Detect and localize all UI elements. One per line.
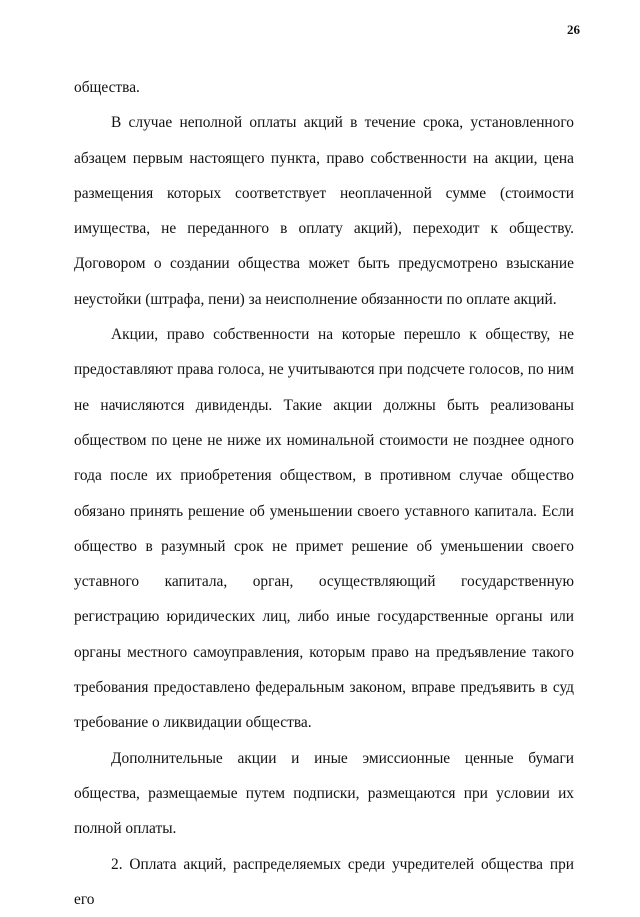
paragraph-incomplete-payment: В случае неполной оплаты акций в течение срока, установленного абзацем первым настоящего пункта, право собственности на акции, цена размещения которых соответствует неоплаченной сумме (стоимости имущества, не переданного в оплату акций), переходит к обществу. Договором о создании общества может быть предусмотрено взыскание неустойки (штрафа, пени) за неисполнение обязанности по оплате акций. [74, 114, 574, 308]
page-number: 26 [567, 22, 580, 37]
paragraph-additional-shares: Дополнительные акции и иные эмиссионные ценные бумаги общества, размещаемые путем подписки, размещаются при условии их полной оплаты. [74, 749, 574, 838]
document-body [74, 70, 574, 917]
paragraph-payment-for-shares: 2. Оплата акций, распределяемых среди учредителей общества при его [74, 855, 574, 908]
paragraph-continuation: общества. [74, 79, 140, 96]
paragraph-shares-transferred: Акции, право собственности на которые перешло к обществу, не предоставляют права голоса, не учитываются при подсчете голосов, по ним не начисляются дивиденды. Такие акции должны быть реализованы обществом по цене не ниже их номинальной стоимости не позднее одного года после их приобретения обществом, в противном случае общество обязано принять решение об уменьшении своего уставного капитала. Если общество в разумный срок не примет решение об уменьшении своего уставного капитала, орган, осуществляющий государственную регистрацию юридических лиц, либо иные государственные органы или органы местного самоуправления, которым право на предъявление такого требования предоставлено федеральным законом, вправе предъявить в суд требование о ликвидации общества. [74, 326, 574, 732]
